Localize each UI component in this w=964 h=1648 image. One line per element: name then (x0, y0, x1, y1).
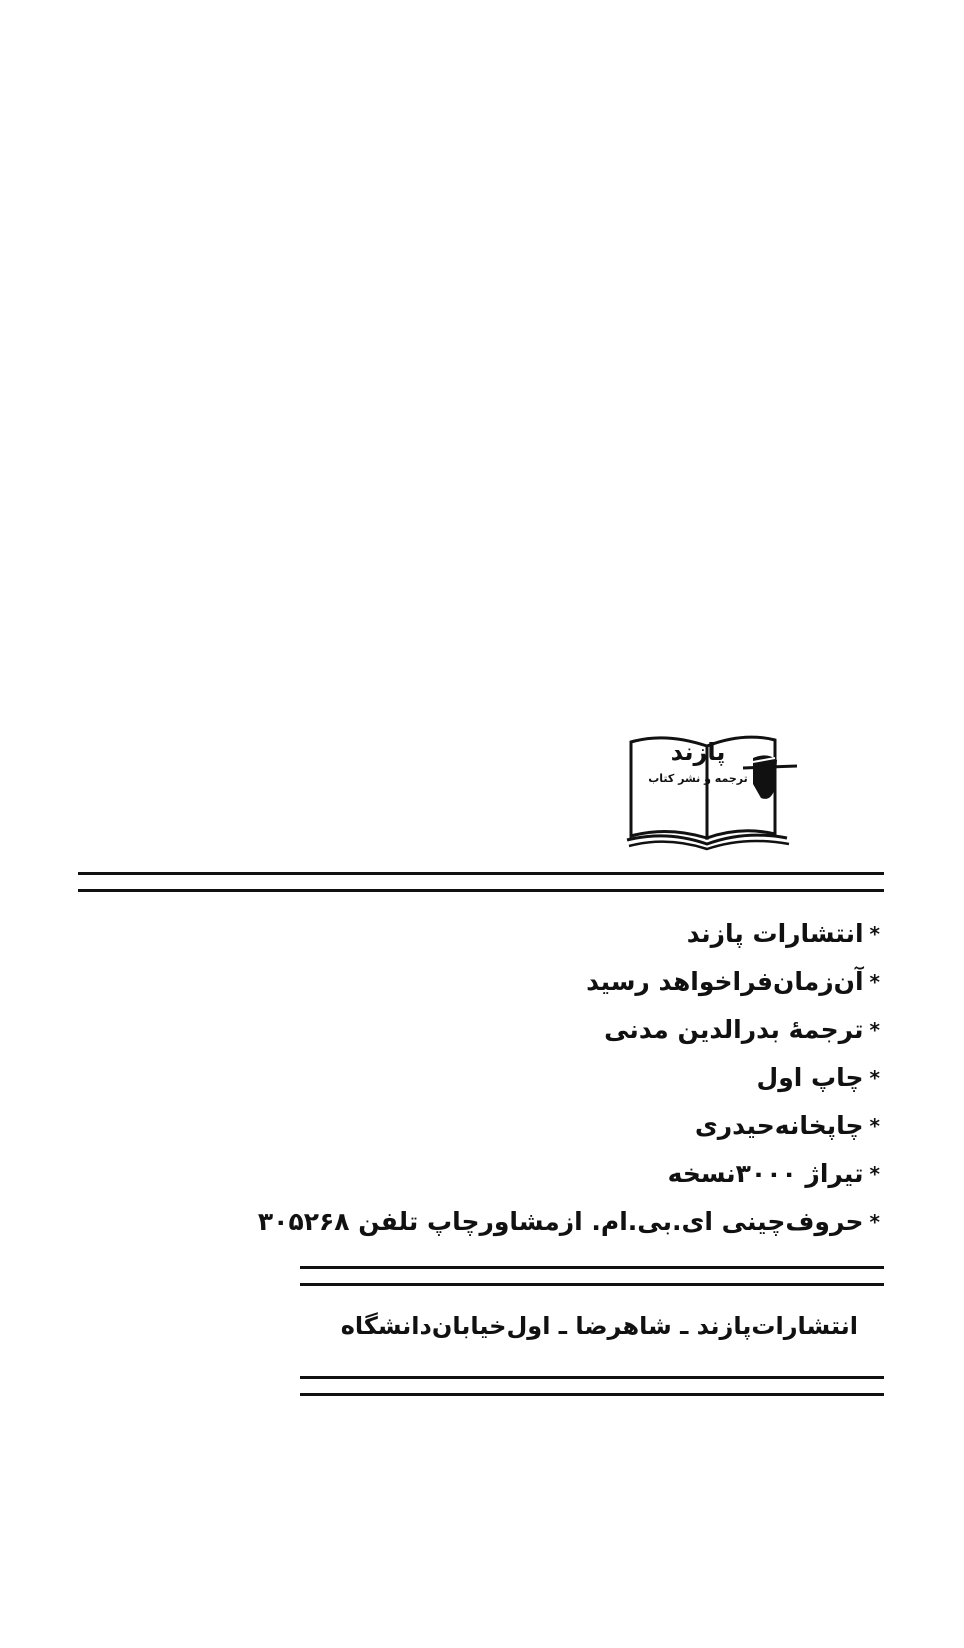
detail-text: ترجمهٔ بدرالدین مدنی (604, 1015, 864, 1044)
publication-details (240, 910, 880, 1246)
divider-top-2 (78, 889, 884, 892)
detail-text: آن‌زمان‌فراخواهد رسید (586, 967, 864, 996)
divider-top-1 (78, 872, 884, 875)
detail-item (240, 958, 880, 1006)
publisher-logo (625, 728, 797, 854)
detail-item (240, 1006, 880, 1054)
detail-text: حروف‌چینی ای.بی.ام. ازمشاورچاپ تلفن ۳۰۵۲۶۸ (257, 1207, 864, 1236)
asterisk-bullet-icon: * (869, 922, 880, 946)
divider-mid-1 (300, 1266, 884, 1269)
logo-name: پازند (670, 738, 726, 766)
detail-item (240, 1150, 880, 1198)
asterisk-bullet-icon: * (869, 1210, 880, 1234)
asterisk-bullet-icon: * (869, 970, 880, 994)
detail-item (240, 1054, 880, 1102)
detail-text: چاپ اول (756, 1063, 864, 1092)
divider-mid-2 (300, 1283, 884, 1286)
detail-item (240, 910, 880, 958)
logo-tagline: ترجمه و نشر کتاب (648, 772, 748, 785)
detail-item (240, 1198, 880, 1246)
asterisk-bullet-icon: * (869, 1162, 880, 1186)
publisher-address: انتشارات‌پازند ـ شاهرضا ـ اول‌خیابان‌دانشگاه (340, 1312, 858, 1340)
divider-bottom-2 (300, 1393, 884, 1396)
detail-item (240, 1102, 880, 1150)
detail-text: انتشارات پازند (686, 919, 864, 948)
asterisk-bullet-icon: * (869, 1018, 880, 1042)
detail-text: چاپخانه‌حیدری (694, 1111, 864, 1140)
asterisk-bullet-icon: * (869, 1114, 880, 1138)
asterisk-bullet-icon: * (869, 1066, 880, 1090)
detail-text: تیراژ ۳۰۰۰نسخه (667, 1159, 864, 1188)
divider-bottom-1 (300, 1376, 884, 1379)
